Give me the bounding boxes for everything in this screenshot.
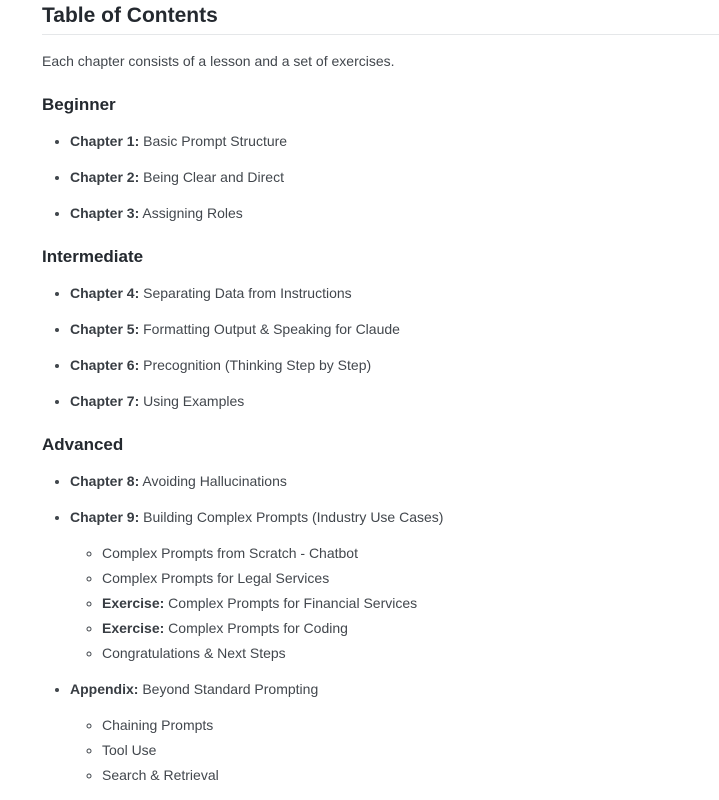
sections-container — [42, 93, 719, 786]
chapter-label: Appendix: — [70, 681, 139, 697]
page-title: Table of Contents — [42, 3, 719, 35]
subtopic-item — [102, 568, 719, 589]
chapter-text: Precognition (Thinking Step by Step) — [143, 357, 372, 373]
chapter-text: Building Complex Prompts (Industry Use Cases) — [143, 509, 444, 525]
subtopic-item — [102, 740, 719, 761]
chapter-line — [70, 319, 719, 340]
chapter-text: Avoiding Hallucinations — [142, 473, 287, 489]
chapter-item — [70, 283, 719, 304]
chapter-item — [70, 131, 719, 152]
subtopic-label: Exercise: — [102, 620, 165, 636]
chapter-line — [70, 507, 719, 528]
chapter-item — [70, 471, 719, 492]
chapter-item — [70, 203, 719, 224]
subtopic-item — [102, 618, 719, 639]
subtopic-text: Tool Use — [102, 742, 157, 758]
chapter-label: Chapter 1: — [70, 133, 140, 149]
section-heading-intermediate: Intermediate — [42, 247, 144, 266]
subtopic-text: Search & Retrieval — [102, 767, 219, 783]
chapter-text: Separating Data from Instructions — [143, 285, 352, 301]
chapter-item — [70, 679, 719, 786]
chapter-label: Chapter 9: — [70, 509, 140, 525]
subtopic-item — [102, 593, 719, 614]
chapter-text: Being Clear and Direct — [143, 169, 284, 185]
chapter-list — [42, 131, 719, 224]
subtopic-item — [102, 543, 719, 564]
section-heading-beginner: Beginner — [42, 95, 116, 114]
chapter-label: Chapter 6: — [70, 357, 140, 373]
chapter-label: Chapter 7: — [70, 393, 140, 409]
chapter-text: Basic Prompt Structure — [143, 133, 288, 149]
subtopic-list — [70, 543, 719, 664]
chapter-text: Beyond Standard Prompting — [142, 681, 319, 697]
chapter-text: Assigning Roles — [142, 205, 243, 221]
chapter-item — [70, 391, 719, 412]
chapter-item — [70, 355, 719, 376]
subtopic-item — [102, 715, 719, 736]
chapter-item — [70, 319, 719, 340]
subtopic-text: Complex Prompts for Financial Services — [168, 595, 418, 611]
subtopic-text: Complex Prompts from Scratch - Chatbot — [102, 545, 358, 561]
chapter-label: Chapter 3: — [70, 205, 140, 221]
chapter-text: Formatting Output & Speaking for Claude — [143, 321, 400, 337]
subtopic-label: Exercise: — [102, 595, 165, 611]
chapter-line — [70, 355, 719, 376]
subtopic-text: Complex Prompts for Legal Services — [102, 570, 330, 586]
chapter-line — [70, 283, 719, 304]
subtopic-text: Complex Prompts for Coding — [168, 620, 348, 636]
chapter-line — [70, 203, 719, 224]
chapter-list — [42, 471, 719, 786]
subtopic-item — [102, 643, 719, 664]
chapter-line — [70, 131, 719, 152]
chapter-text: Using Examples — [143, 393, 245, 409]
subtopic-list — [70, 715, 719, 786]
chapter-line — [70, 471, 719, 492]
chapter-label: Chapter 2: — [70, 169, 140, 185]
chapter-label: Chapter 8: — [70, 473, 140, 489]
chapter-line — [70, 679, 719, 700]
subtopic-text: Chaining Prompts — [102, 717, 214, 733]
chapter-label: Chapter 5: — [70, 321, 140, 337]
section-heading-advanced: Advanced — [42, 435, 124, 454]
subtopic-text: Congratulations & Next Steps — [102, 645, 286, 661]
chapter-list — [42, 283, 719, 412]
chapter-label: Chapter 4: — [70, 285, 140, 301]
subtopic-item — [102, 765, 719, 786]
chapter-item — [70, 167, 719, 188]
intro-paragraph: Each chapter consists of a lesson and a set of exercises. — [42, 53, 395, 69]
chapter-line — [70, 391, 719, 412]
chapter-item — [70, 507, 719, 664]
chapter-line — [70, 167, 719, 188]
